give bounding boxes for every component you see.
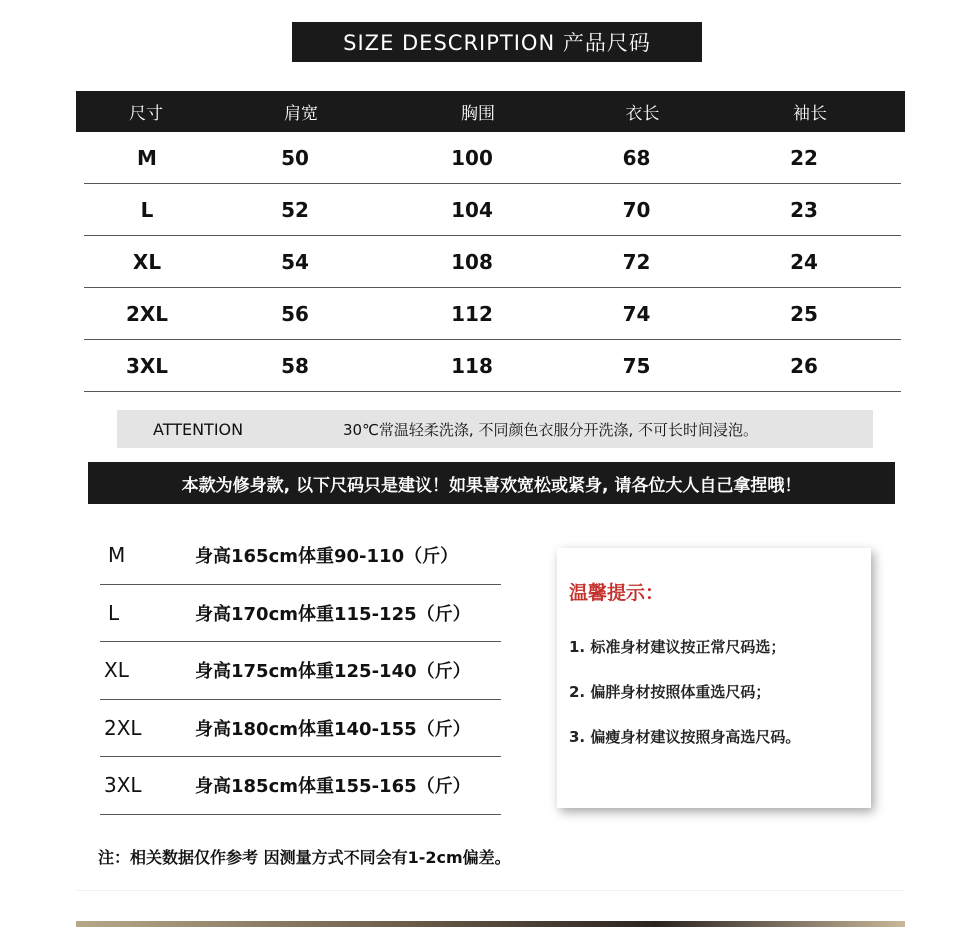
table-cell: 26: [790, 353, 818, 378]
recommendation-desc: 身高165cm体重90-110（斤）: [195, 546, 459, 568]
table-cell: 2XL: [125, 301, 169, 326]
fit-note-banner: 本款为修身款, 以下尺码只是建议！如果喜欢宽松或紧身, 请各位大人自己拿捏哦！: [88, 462, 895, 504]
table-cell: XL: [132, 249, 162, 274]
attention-banner: [117, 410, 873, 448]
table-cell: 24: [790, 249, 818, 274]
page-title: SIZE DESCRIPTION 产品尺码: [292, 22, 702, 62]
header-length: 衣长: [625, 104, 660, 124]
table-cell: 50: [281, 145, 309, 170]
header-size: 尺寸: [129, 104, 163, 124]
table-cell: 118: [451, 353, 493, 378]
list-item: [100, 585, 501, 643]
table-cell: 52: [281, 197, 309, 222]
table-cell: 112: [451, 301, 493, 326]
list-item: [100, 700, 501, 758]
table-row: [84, 340, 901, 392]
table-cell: 70: [622, 197, 651, 222]
header-chest: 胸围: [461, 104, 495, 124]
recommendation-desc: 身高185cm体重155-165（斤）: [195, 776, 471, 798]
table-cell: 74: [622, 301, 651, 326]
table-cell: 58: [281, 353, 309, 378]
attention-text: 30℃常温轻柔洗涤, 不同颜色衣服分开洗涤, 不可长时间浸泡。: [343, 420, 759, 439]
header-sleeve: 袖长: [793, 104, 827, 124]
table-cell: 100: [451, 145, 493, 170]
attention-label: ATTENTION: [153, 419, 244, 439]
table-cell: M: [137, 145, 157, 170]
table-cell: 3XL: [125, 353, 169, 378]
table-cell: 108: [451, 249, 493, 274]
recommendation-size: 3XL: [104, 773, 142, 798]
tip-item: 2. 偏胖身材按照体重选尺码；: [569, 683, 771, 701]
tips-title: 温馨提示：: [569, 582, 665, 604]
table-row: [84, 132, 901, 184]
table-cell: 68: [622, 145, 651, 170]
recommendation-desc: 身高180cm体重140-155（斤）: [195, 718, 471, 740]
table-cell: 22: [790, 145, 818, 170]
table-header: [76, 91, 905, 132]
header-shoulder: 肩宽: [284, 104, 318, 124]
recommendation-size: 2XL: [104, 715, 142, 740]
product-photo-strip: [76, 921, 905, 927]
table-cell: L: [140, 197, 154, 222]
table-cell: 72: [622, 249, 651, 274]
table-cell: 104: [451, 197, 493, 222]
recommendation-desc: 身高170cm体重115-125（斤）: [195, 603, 471, 625]
recommendation-size: M: [108, 543, 126, 568]
table-cell: 56: [281, 301, 309, 326]
list-item: [100, 757, 501, 815]
recommendation-size: L: [108, 600, 120, 625]
divider: [76, 890, 905, 891]
tip-item: 3. 偏瘦身材建议按照身高选尺码。: [569, 728, 801, 746]
tips-card: [557, 548, 871, 808]
recommendation-size: XL: [104, 658, 129, 683]
table-cell: 75: [622, 353, 651, 378]
tip-item: 1. 标准身材建议按正常尺码选；: [569, 638, 786, 656]
list-item: [100, 642, 501, 700]
table-row: [84, 184, 901, 236]
list-item: [100, 527, 501, 585]
footnote: 注：相关数据仅作参考 因测量方式不同会有1-2cm偏差。: [98, 848, 511, 867]
table-cell: 25: [790, 301, 818, 326]
size-recommendation-list: [100, 527, 501, 815]
table-cell: 54: [281, 249, 309, 274]
table-row: [84, 236, 901, 288]
size-table: [76, 91, 905, 392]
table-cell: 23: [790, 197, 818, 222]
recommendation-desc: 身高175cm体重125-140（斤）: [195, 661, 471, 683]
table-row: [84, 288, 901, 340]
